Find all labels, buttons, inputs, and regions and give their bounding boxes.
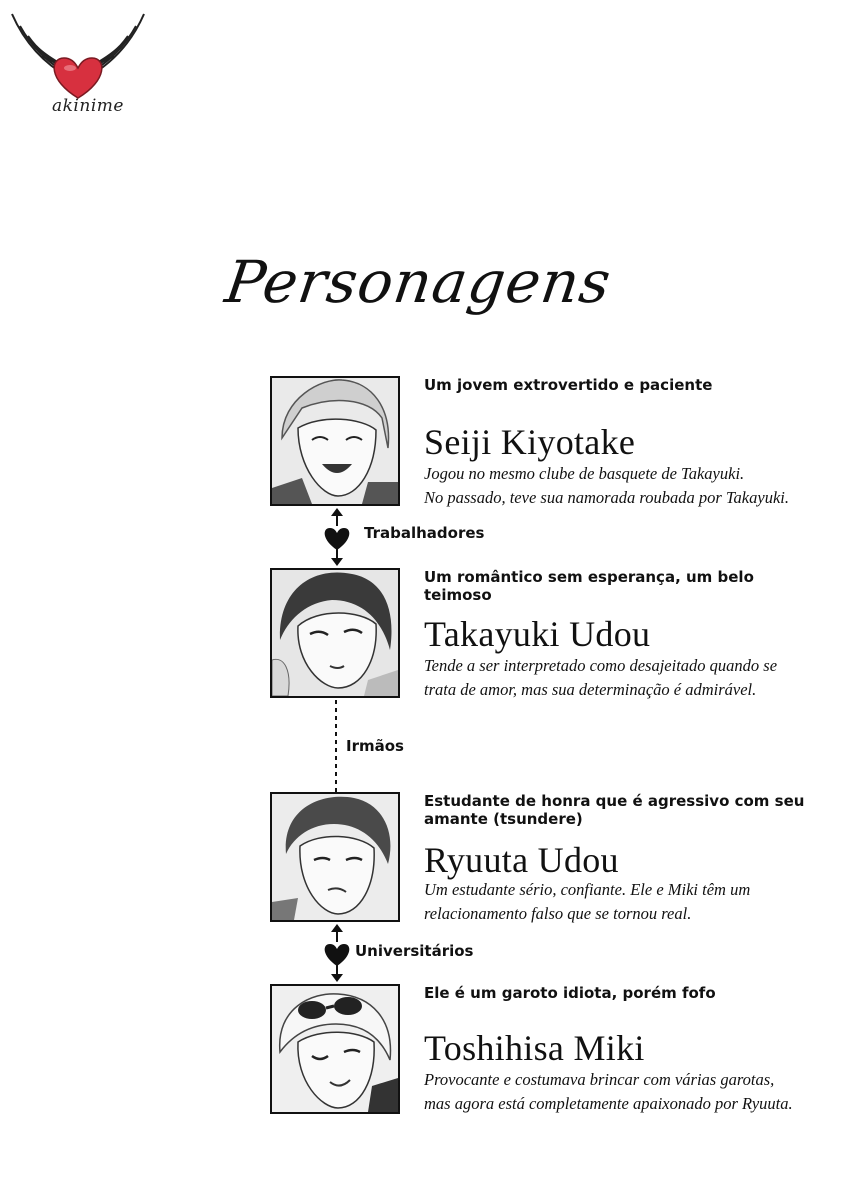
character-name: Toshihisa Miki bbox=[424, 1028, 645, 1068]
character-portrait bbox=[270, 984, 400, 1114]
relation-dashed-connector bbox=[330, 700, 342, 792]
relation-label: Irmãos bbox=[346, 737, 404, 755]
description-line: mas agora está completamente apaixonado por Ryuuta. bbox=[424, 1094, 793, 1113]
heart-icon bbox=[325, 528, 350, 550]
relation-heart-connector bbox=[320, 924, 354, 982]
character-tagline: Estudante de honra que é agressivo com seu amante (tsundere) bbox=[424, 792, 805, 828]
relation-label: Trabalhadores bbox=[364, 524, 485, 542]
site-logo bbox=[8, 6, 148, 116]
description-line: Provocante e costumava brincar com várias garotas, bbox=[424, 1070, 775, 1089]
character-tagline: Um romântico sem esperança, um belo teimoso bbox=[424, 568, 754, 604]
character-description bbox=[424, 654, 834, 702]
character-portrait bbox=[270, 568, 400, 698]
character-description bbox=[424, 878, 834, 926]
character-description bbox=[424, 1068, 834, 1116]
character-name: Seiji Kiyotake bbox=[424, 422, 636, 462]
character-tagline: Um jovem extrovertido e paciente bbox=[424, 376, 713, 394]
relation-label: Universitários bbox=[355, 942, 474, 960]
description-line: Jogou no mesmo clube de basquete de Takayuki. bbox=[424, 464, 745, 483]
heart-icon bbox=[325, 944, 350, 966]
description-line: relacionamento falso que se tornou real. bbox=[424, 904, 692, 923]
page-title: Personagens bbox=[221, 248, 616, 316]
description-line: Tende a ser interpretado como desajeitado quando se bbox=[424, 656, 778, 675]
character-portrait bbox=[270, 376, 400, 506]
character-description bbox=[424, 462, 834, 510]
description-line: Um estudante sério, confiante. Ele e Miki têm um bbox=[424, 880, 751, 899]
winged-heart-icon bbox=[8, 6, 148, 106]
description-line: No passado, teve sua namorada roubada por Takayuki. bbox=[424, 488, 789, 507]
character-tagline: Ele é um garoto idiota, porém fofo bbox=[424, 984, 716, 1002]
relation-heart-connector bbox=[320, 508, 354, 566]
character-name: Ryuuta Udou bbox=[424, 840, 619, 880]
description-line: trata de amor, mas sua determinação é admirável. bbox=[424, 680, 757, 699]
character-portrait bbox=[270, 792, 400, 922]
character-name: Takayuki Udou bbox=[424, 614, 651, 654]
logo-text: akinime bbox=[52, 96, 124, 116]
